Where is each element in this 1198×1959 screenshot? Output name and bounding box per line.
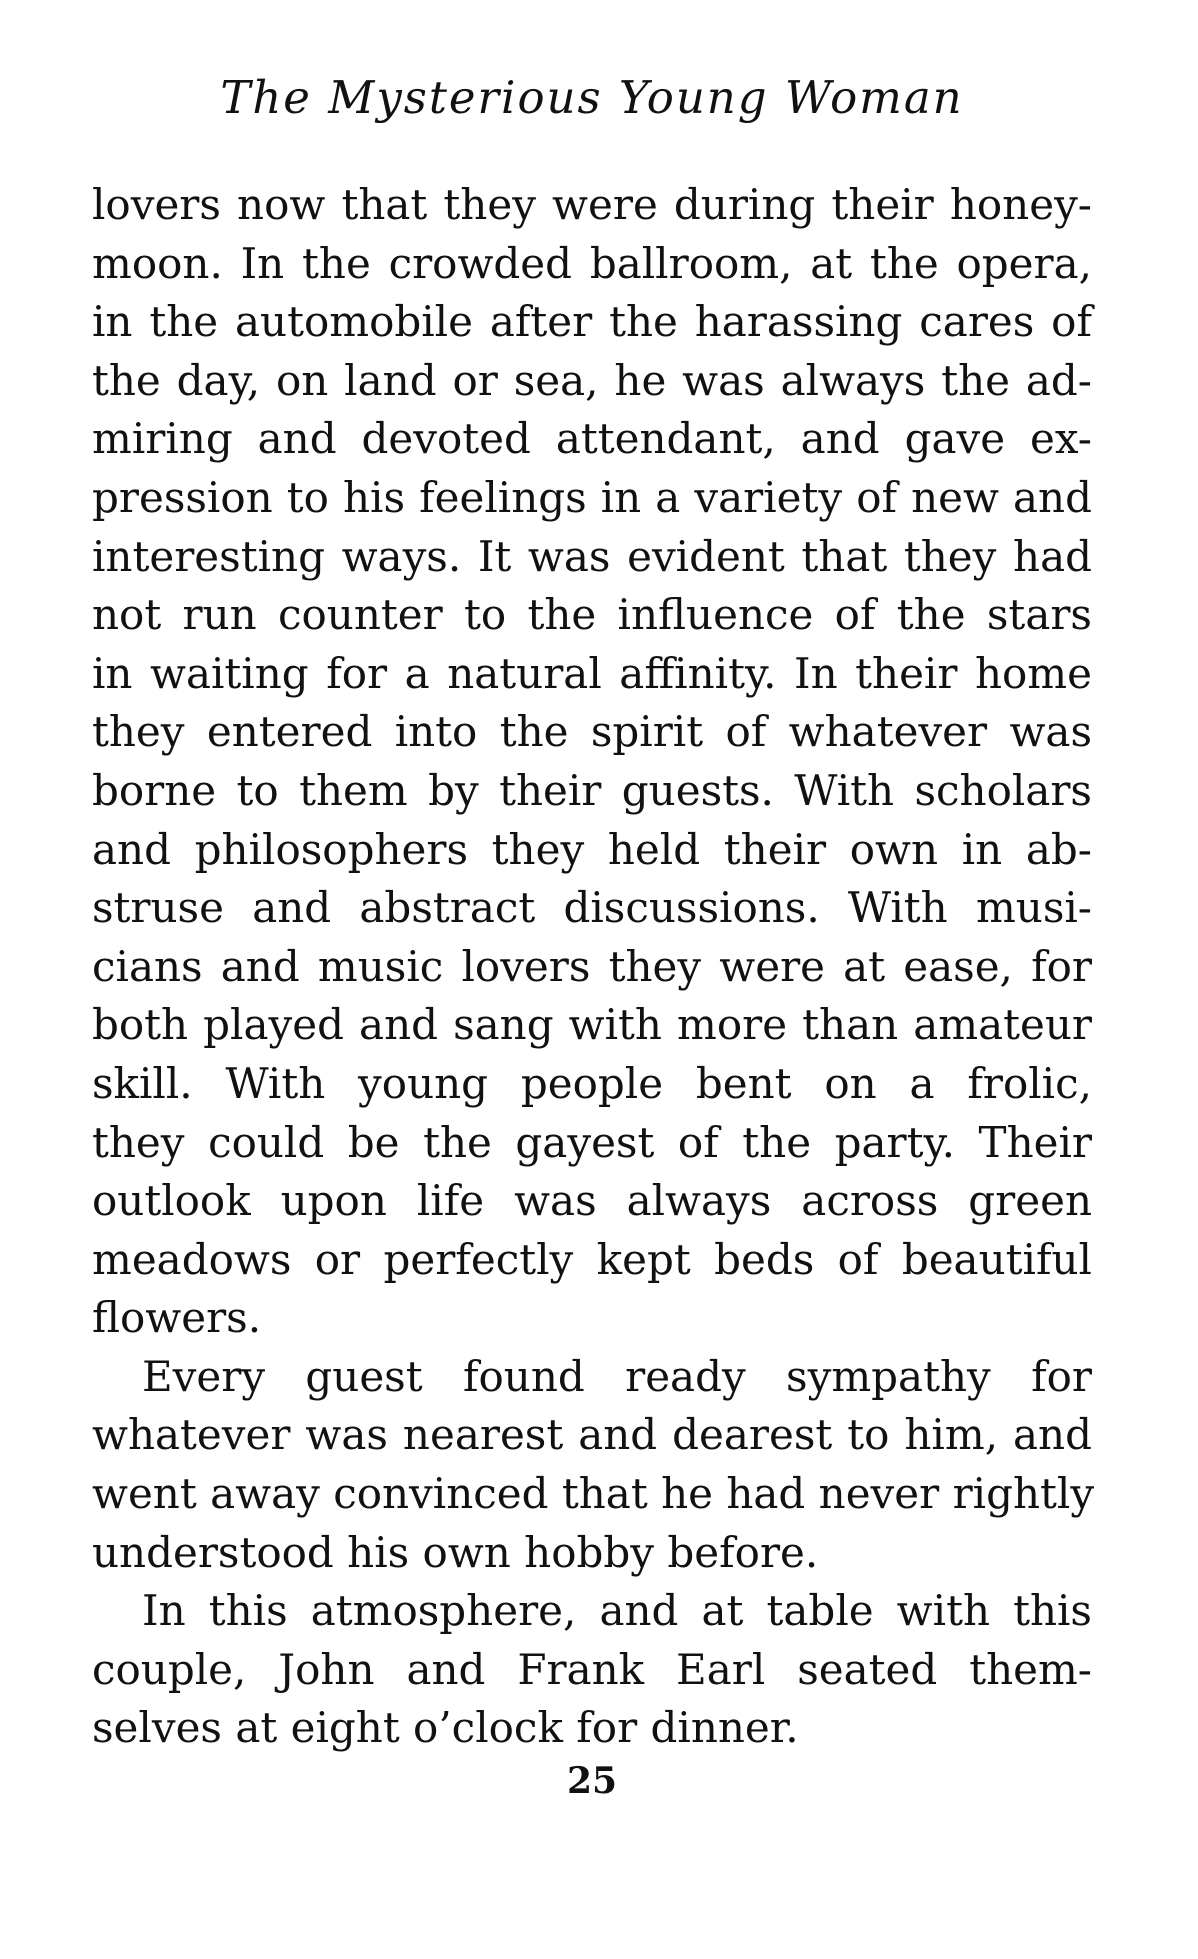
text-line: skill. With young people bent on a frolic,: [92, 1058, 1092, 1108]
text-line: pression to his feelings in a variety of new and: [92, 472, 1092, 522]
text-line: Every guest found ready sympathy for: [142, 1351, 1092, 1401]
text-line: In this atmosphere, and at table with this: [142, 1586, 1092, 1636]
text-line: meadows or perfectly kept beds of beautiful: [92, 1234, 1092, 1284]
text-line: went away convinced that he had never rightly: [92, 1469, 1095, 1519]
text-line: selves at eight o’clock for dinner.: [92, 1703, 799, 1753]
text-line: interesting ways. It was evident that they had: [92, 531, 1092, 581]
text-line: whatever was nearest and dearest to him, and: [92, 1410, 1092, 1460]
text-line: miring and devoted attendant, and gave ex-: [92, 414, 1092, 464]
text-line: in waiting for a natural affinity. In their home: [92, 648, 1092, 698]
body-text: [92, 176, 1095, 1758]
text-line: they entered into the spirit of whatever was: [92, 707, 1092, 757]
text-line: understood his own hobby before.: [92, 1527, 819, 1577]
text-line: lovers now that they were during their honey-: [92, 180, 1092, 229]
page-number: 25: [566, 1760, 618, 1802]
text-line: the day, on land or sea, he was always the ad-: [92, 355, 1092, 405]
text-line: in the automobile after the harassing cares of: [92, 297, 1092, 347]
text-line: cians and music lovers they were at ease, for: [92, 941, 1092, 991]
text-line: borne to them by their guests. With scholars: [92, 765, 1092, 815]
text-line: they could be the gayest of the party. Their: [92, 1117, 1092, 1167]
text-line: outlook upon life was always across green: [92, 1176, 1092, 1226]
text-line: not run counter to the influence of the stars: [92, 590, 1092, 640]
text-line: both played and sang with more than amateur: [92, 1000, 1092, 1050]
running-head: The Mysterious Young Woman: [220, 71, 964, 124]
text-line: struse and abstract discussions. With musi-: [92, 883, 1092, 933]
text-line: moon. In the crowded ballroom, at the opera,: [92, 238, 1092, 288]
text-line: and philosophers they held their own in ab-: [92, 824, 1092, 874]
book-page: [92, 0, 1095, 1959]
text-line: flowers.: [92, 1293, 262, 1343]
text-line: couple, John and Frank Earl seated them-: [92, 1644, 1092, 1694]
